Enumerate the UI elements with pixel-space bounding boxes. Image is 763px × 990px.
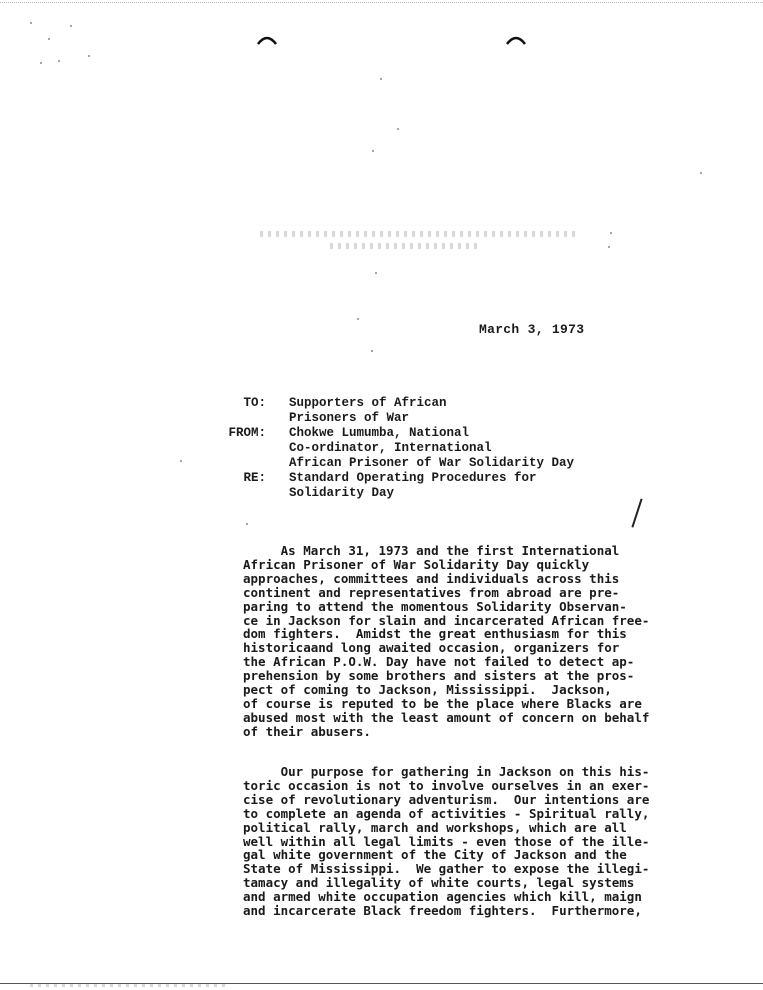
bottom-page-edge xyxy=(0,983,763,984)
scan-speck xyxy=(58,60,60,62)
scan-speck xyxy=(372,150,374,152)
memo-from-row-cont xyxy=(0,441,763,456)
memo-from-line: African Prisoner of War Solidarity Day xyxy=(289,456,575,470)
memo-from-line: Co-ordinator, International xyxy=(289,441,492,455)
memo-to-line: Supporters of African xyxy=(289,396,447,410)
scan-speck xyxy=(246,523,248,525)
document-date: March 3, 1973 xyxy=(479,322,585,337)
memo-re-line: Standard Operating Procedures for xyxy=(289,471,537,485)
punch-hole-mark-left xyxy=(256,32,278,46)
scan-speck xyxy=(70,25,72,27)
memo-re-row xyxy=(0,471,763,486)
memo-from-label: FROM: xyxy=(228,426,266,440)
body-paragraph-1: As March 31, 1973 and the first International African Prisoner of War Solidarity Day quickly approaches, committees and individuals across this continent and representatives from abroad are pre- paring to attend the momentous Solidarity Observan- ce in Jackson for slain and incarcerated African free- dom fighters. Amidst the great enthusiasm for this historicaand long awaited occasion, organizers for the African P.O.W. Day have not failed to detect ap- prehension by some brothers and sisters at the pros- pect of coming to Jackson, Mississippi. Jackson, of course is reputed to be the place where Blacks are abused most with the least amount of concern on behalf of their abusers. xyxy=(243,543,650,739)
memo-re-row-cont xyxy=(0,486,763,501)
memo-header xyxy=(0,396,763,501)
scan-speck xyxy=(700,172,702,174)
pen-stroke-mark xyxy=(631,499,642,528)
bleed-through-text xyxy=(260,231,580,237)
memo-re-line: Solidarity Day xyxy=(289,486,395,500)
memo-to-line: Prisoners of War xyxy=(289,411,410,425)
memo-from-row-cont xyxy=(0,456,763,471)
memo-re-label: RE: xyxy=(243,471,266,485)
bleed-through-text xyxy=(330,243,480,249)
punch-hole-mark-right xyxy=(505,32,527,46)
memo-to-label: TO: xyxy=(243,396,266,410)
bleed-through-text xyxy=(30,984,230,987)
memo-to-row-cont xyxy=(0,411,763,426)
scan-speck xyxy=(48,38,50,40)
memo-from-row xyxy=(0,426,763,441)
scan-speck xyxy=(88,55,90,57)
scan-speck xyxy=(357,318,359,320)
scan-speck xyxy=(610,232,612,234)
scan-speck xyxy=(375,272,377,274)
scan-speck xyxy=(608,246,610,248)
scan-speck xyxy=(30,22,32,24)
scan-speck xyxy=(40,62,42,64)
scan-speck xyxy=(397,128,399,130)
top-dotted-edge xyxy=(0,2,763,3)
body-paragraph-2: Our purpose for gathering in Jackson on this his- toric occasion is not to involve ourselves in an exer- cise of revolutionary adventurism. Our intentions are to complete an agenda of activities - Spiritual rally, political rally, march and workshops, which are all well within all legal limits - even those of the ille- gal white government of the City of Jackson and the State of Mississippi. We gather to expose the illegi- tamacy and illegality of white courts, legal systems and armed white occupation agencies which kill, maign and incarcerate Black freedom fighters. Furthermore, xyxy=(243,764,650,919)
memo-from-line: Chokwe Lumumba, National xyxy=(289,426,470,440)
memo-to-row xyxy=(0,396,763,411)
scan-speck xyxy=(380,78,382,80)
scan-speck xyxy=(371,350,373,352)
